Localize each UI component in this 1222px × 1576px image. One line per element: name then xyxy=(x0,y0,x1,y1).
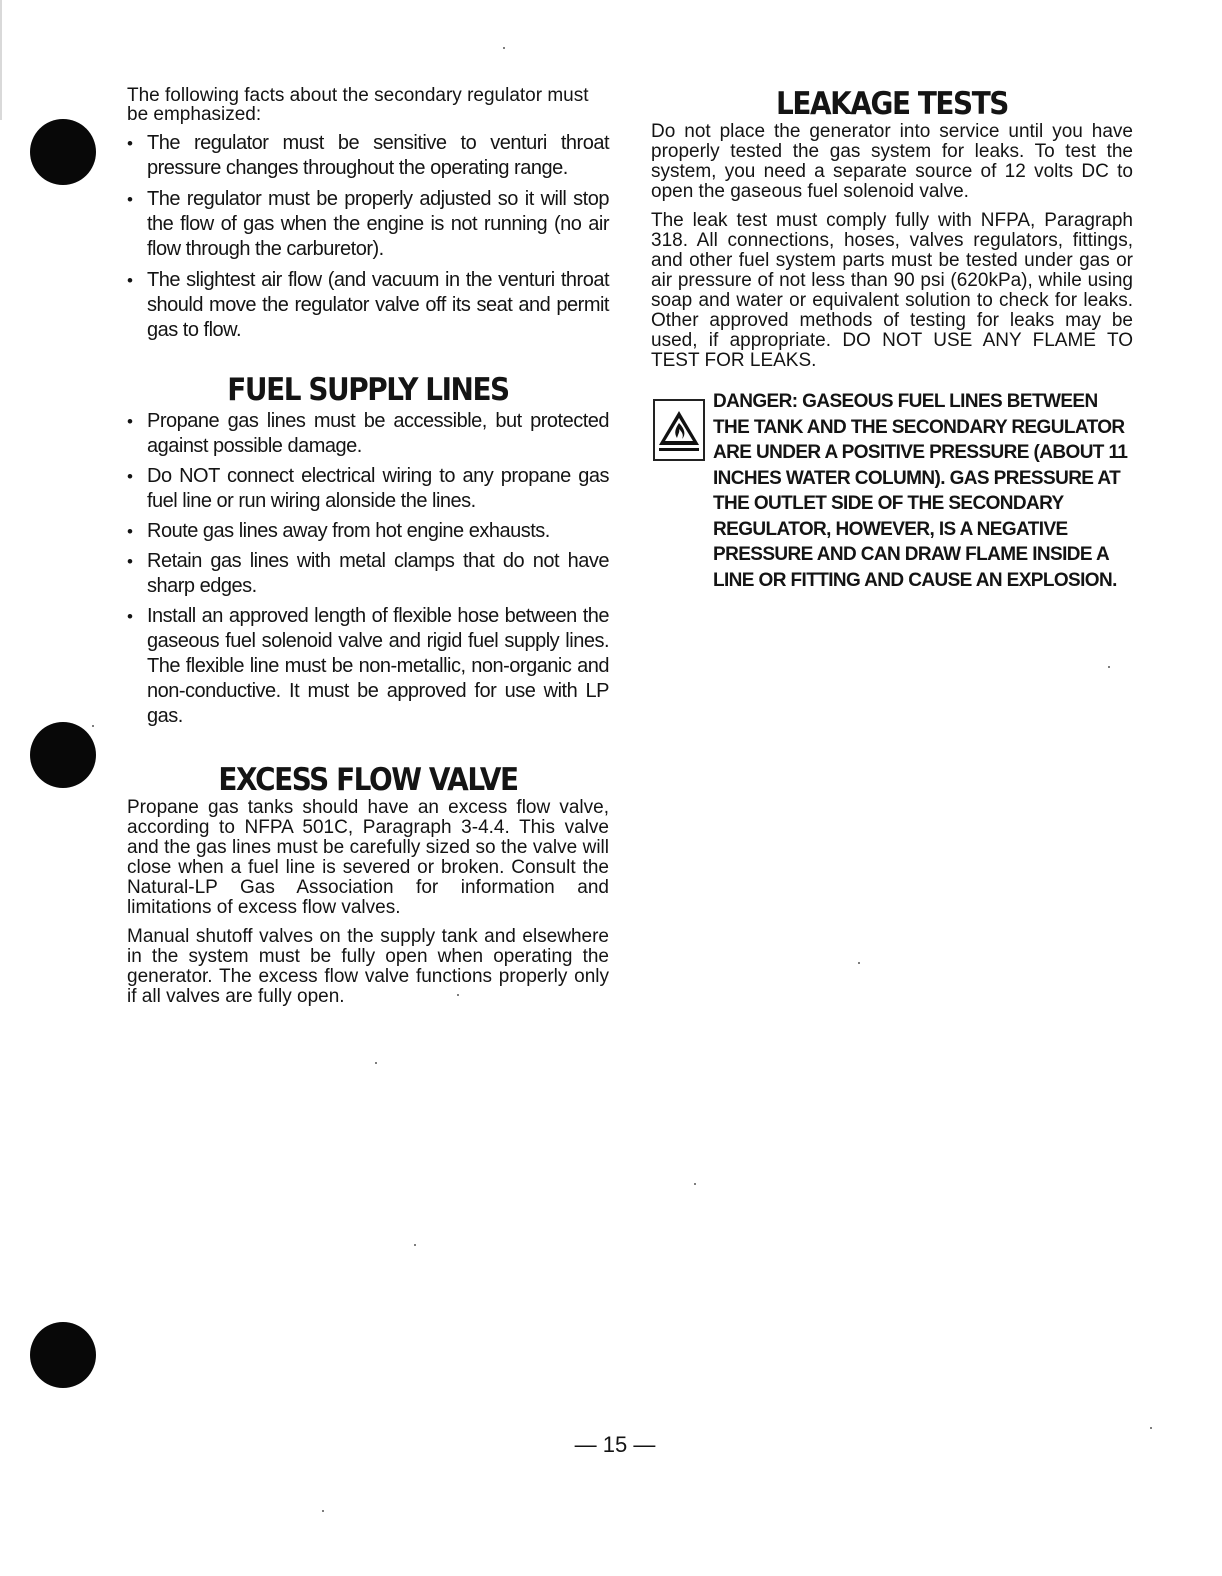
list-item: • Route gas lines away from hot engine exhausts. xyxy=(127,520,550,542)
excess-flow-paragraph: Propane gas tanks should have an excess flow valve, according to NFPA 501C, Paragraph 3-4.4. This valve and the gas lines must be carefully sized so the valve will close when a fuel line is severed or broken. Consult the Natural-LP Gas Association for information and limitations of excess flow valves. xyxy=(127,797,609,918)
fuel-supply-heading: FUEL SUPPLY LINES xyxy=(227,372,509,408)
fuel-supply-list xyxy=(127,409,609,729)
list-item-text: The regulator must be sensitive to venturi throat pressure changes throughout the operating range. xyxy=(147,132,609,179)
scan-speck xyxy=(503,47,505,49)
list-item-text: Do NOT connect electrical wiring to any propane gas fuel line or run wiring alonside the lines. xyxy=(147,465,609,512)
scan-speck xyxy=(858,962,860,964)
scan-speck xyxy=(1150,1427,1152,1429)
regulator-intro: The following facts about the secondary regulator must be emphasized: xyxy=(127,85,589,125)
punch-hole-bottom xyxy=(30,1322,96,1388)
leakage-intro-paragraph: Do not place the generator into service until you have properly tested the gas system for leaks. To test the system, you need a separate source of 12 volts DC to open the gaseous fuel solenoid valve. xyxy=(651,121,1133,202)
list-item-text: Retain gas lines with metal clamps that do not have sharp edges. xyxy=(147,550,609,597)
list-item-text: Propane gas lines must be accessible, but protected against possible damage. xyxy=(147,410,609,457)
scan-speck xyxy=(322,1510,324,1512)
list-item-text: The slightest air flow (and vacuum in the venturi throat should move the regulator valve off its seat and permit gas to flow. xyxy=(147,269,609,341)
scan-edge-line xyxy=(0,0,2,120)
list-item-text: Route gas lines away from hot engine exhausts. xyxy=(147,520,550,542)
danger-warning-icon xyxy=(653,399,705,461)
danger-text: DANGER: GASEOUS FUEL LINES BETWEEN THE TANK AND THE SECONDARY REGULATOR ARE UNDER A POSITIVE PRESSURE (ABOUT 11 INCHES WATER COLUMN). GAS PRESSURE AT THE OUTLET SIDE OF THE SECONDARY REGULATOR, HOWEVER, IS A NEGATIVE PRESSURE AND CAN DRAW FLAME INSIDE A LINE OR FITTING AND CAUSE AN EXPLOSION. xyxy=(713,391,1128,591)
regulator-facts-list xyxy=(127,131,609,343)
leakage-tests-heading: LEAKAGE TESTS xyxy=(776,86,1008,122)
warning-triangle-icon xyxy=(655,401,703,459)
list-item: • Retain gas lines with metal clamps that do not have sharp edges. xyxy=(127,550,609,597)
scan-speck xyxy=(694,1183,696,1185)
list-item: • Propane gas lines must be accessible, but protected against possible damage. xyxy=(127,410,609,457)
shutoff-valves-paragraph: Manual shutoff valves on the supply tank and elsewhere in the system must be fully open when operating the generator. The excess flow valve functions properly only if all valves are fully open. xyxy=(127,926,609,1007)
left-column xyxy=(127,86,609,1007)
scan-speck xyxy=(92,725,94,727)
scan-speck xyxy=(375,1062,377,1064)
list-item: • Do NOT connect electrical wiring to any propane gas fuel line or run wiring alonside the lines. xyxy=(127,465,609,512)
list-item: • The slightest air flow (and vacuum in the venturi throat should move the regulator valve off its seat and permit gas to flow. xyxy=(127,269,609,341)
excess-flow-heading: EXCESS FLOW VALVE xyxy=(218,762,518,798)
right-column xyxy=(651,86,1133,593)
list-item: • The regulator must be sensitive to venturi throat pressure changes throughout the operating range. xyxy=(127,132,609,179)
page-number: — 15 — xyxy=(574,1432,656,1457)
scan-speck xyxy=(414,1244,416,1246)
list-item-text: The regulator must be properly adjusted so it will stop the flow of gas when the engine is not running (no air flow through the carburetor). xyxy=(147,188,609,260)
leak-test-paragraph: The leak test must comply fully with NFPA, Paragraph 318. All connections, hoses, valves regulators, fittings, and other fuel system parts must be tested under gas or air pressure of not less than 90 psi (620kPa), while using soap and water or equivalent solution to check for leaks. Other approved methods of testing for leaks may be used, if appropriate. DO NOT USE ANY FLAME TO TEST FOR LEAKS. xyxy=(651,210,1133,371)
punch-hole-top xyxy=(30,119,96,185)
scan-speck xyxy=(1108,666,1110,668)
punch-hole-middle xyxy=(30,722,96,788)
scan-speck xyxy=(457,994,459,996)
list-item: • Install an approved length of flexible hose between the gaseous fuel solenoid valve and rigid fuel supply lines. The flexible line must be non-metallic, non-organic and non-conductive. It must be approved for use with LP gas. xyxy=(127,605,609,727)
list-item: • The regulator must be properly adjusted so it will stop the flow of gas when the engine is not running (no air flow through the carburetor). xyxy=(127,188,609,260)
list-item-text: Install an approved length of flexible hose between the gaseous fuel solenoid valve and rigid fuel supply lines. The flexible line must be non-metallic, non-organic and non-conductive. It must be approved for use with LP gas. xyxy=(147,605,609,727)
danger-notice xyxy=(651,389,1133,593)
